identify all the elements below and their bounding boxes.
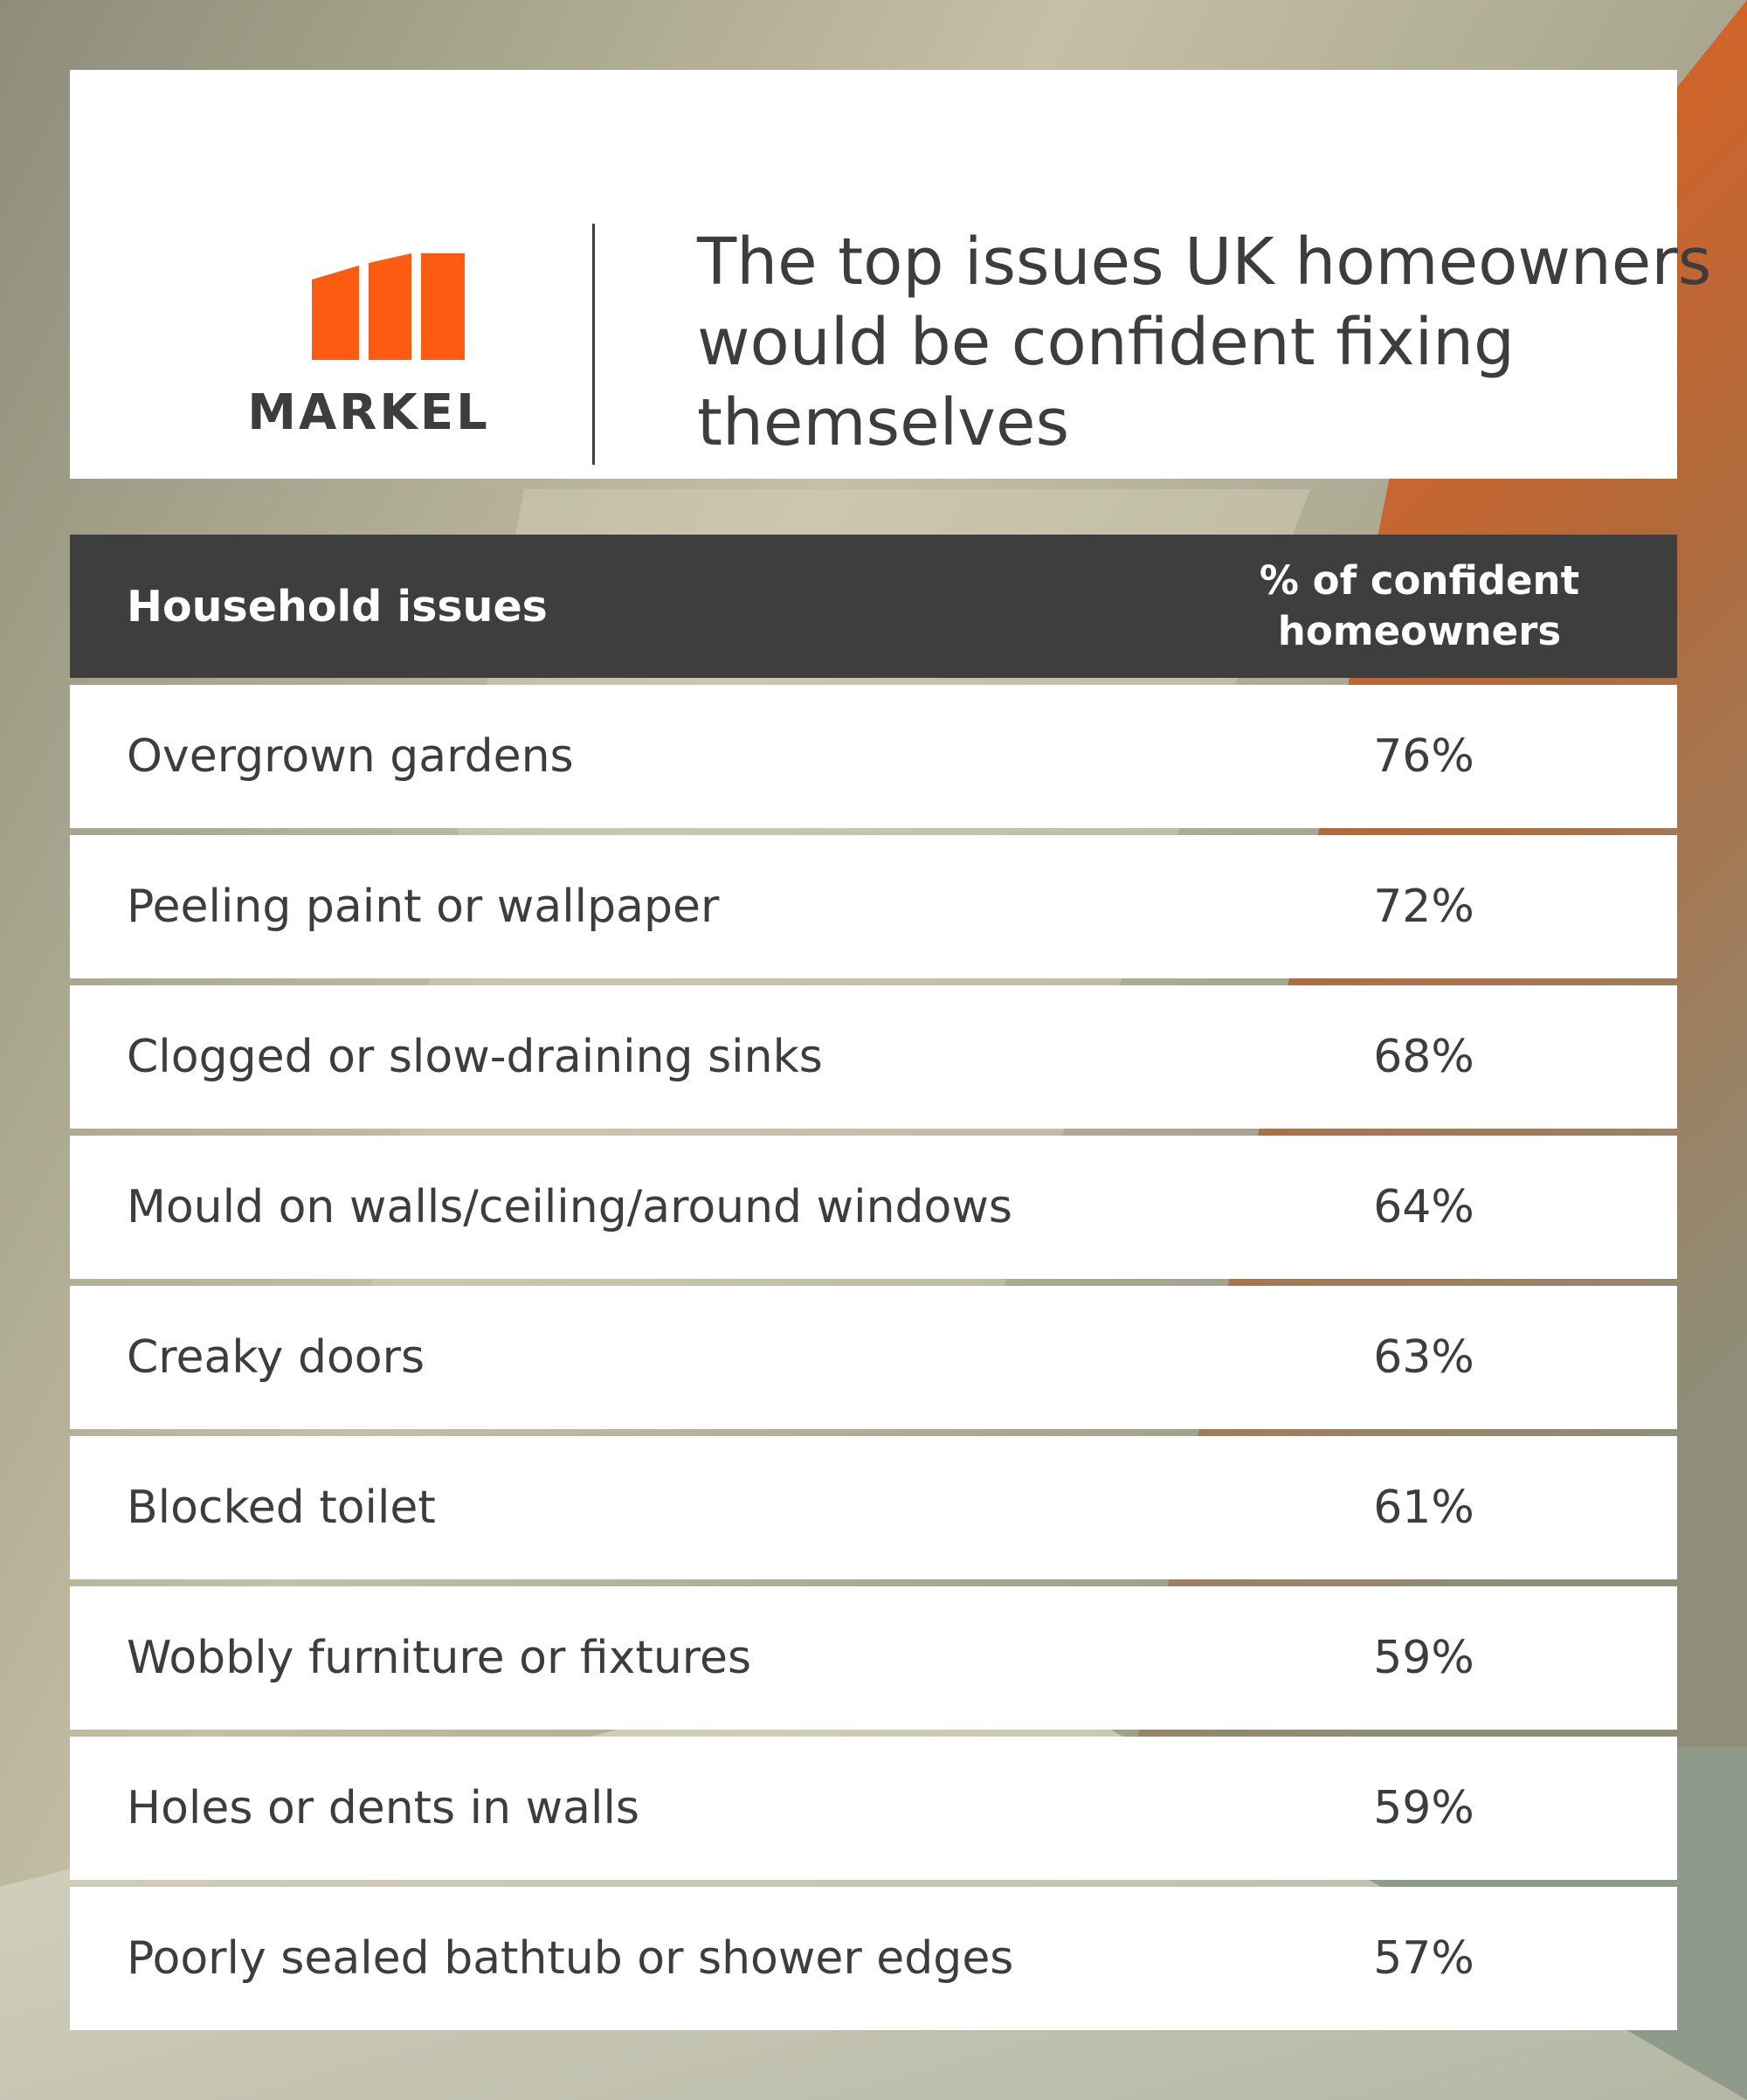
markel-logo — [241, 253, 496, 454]
logo-bar-3 — [421, 253, 465, 360]
row-percent-value: 64% — [1373, 1181, 1474, 1233]
row-issue-label: Creaky doors — [127, 1331, 425, 1384]
row-issue-label: Overgrown gardens — [127, 730, 574, 783]
table-row — [70, 1286, 1677, 1429]
row-percent-value: 68% — [1373, 1031, 1474, 1083]
table-row — [70, 1737, 1677, 1880]
table-row — [70, 1136, 1677, 1279]
row-issue-label: Clogged or slow-draining sinks — [127, 1031, 823, 1083]
row-percent-value: 72% — [1373, 881, 1474, 933]
header-card — [70, 70, 1712, 479]
row-issue-label: Wobbly furniture or fixtures — [127, 1632, 752, 1684]
row-issue-label: Peeling paint or wallpaper — [127, 881, 720, 933]
logo-bar-1 — [312, 266, 359, 360]
row-issue-label: Mould on walls/ceiling/around windows — [127, 1181, 1012, 1233]
markel-logo-icon — [241, 253, 496, 384]
column-header-issue: Household issues — [127, 581, 548, 632]
row-percent-value: 61% — [1373, 1482, 1474, 1534]
page-title: The top issues UK homeowners would be confident fixing themselves — [697, 225, 1712, 460]
column-header-percent: % of confident homeowners — [1259, 557, 1580, 654]
row-percent-value: 57% — [1373, 1932, 1474, 1985]
row-issue-label: Blocked toilet — [127, 1482, 436, 1534]
row-percent-value: 76% — [1373, 730, 1474, 783]
markel-wordmark: MARKEL — [247, 384, 490, 441]
header-divider — [592, 224, 595, 465]
table-row — [70, 835, 1677, 978]
table-row — [70, 985, 1677, 1129]
row-issue-label: Poorly sealed bathtub or shower edges — [127, 1932, 1014, 1985]
row-percent-value: 59% — [1373, 1782, 1474, 1834]
table-row — [70, 1887, 1677, 2030]
row-percent-value: 63% — [1373, 1331, 1474, 1384]
table-header — [70, 535, 1677, 678]
table-row — [70, 685, 1677, 828]
row-percent-value: 59% — [1373, 1632, 1474, 1684]
row-issue-label: Holes or dents in walls — [127, 1782, 639, 1834]
logo-bar-2 — [369, 253, 411, 360]
table-row — [70, 1436, 1677, 1579]
table-row — [70, 1586, 1677, 1730]
